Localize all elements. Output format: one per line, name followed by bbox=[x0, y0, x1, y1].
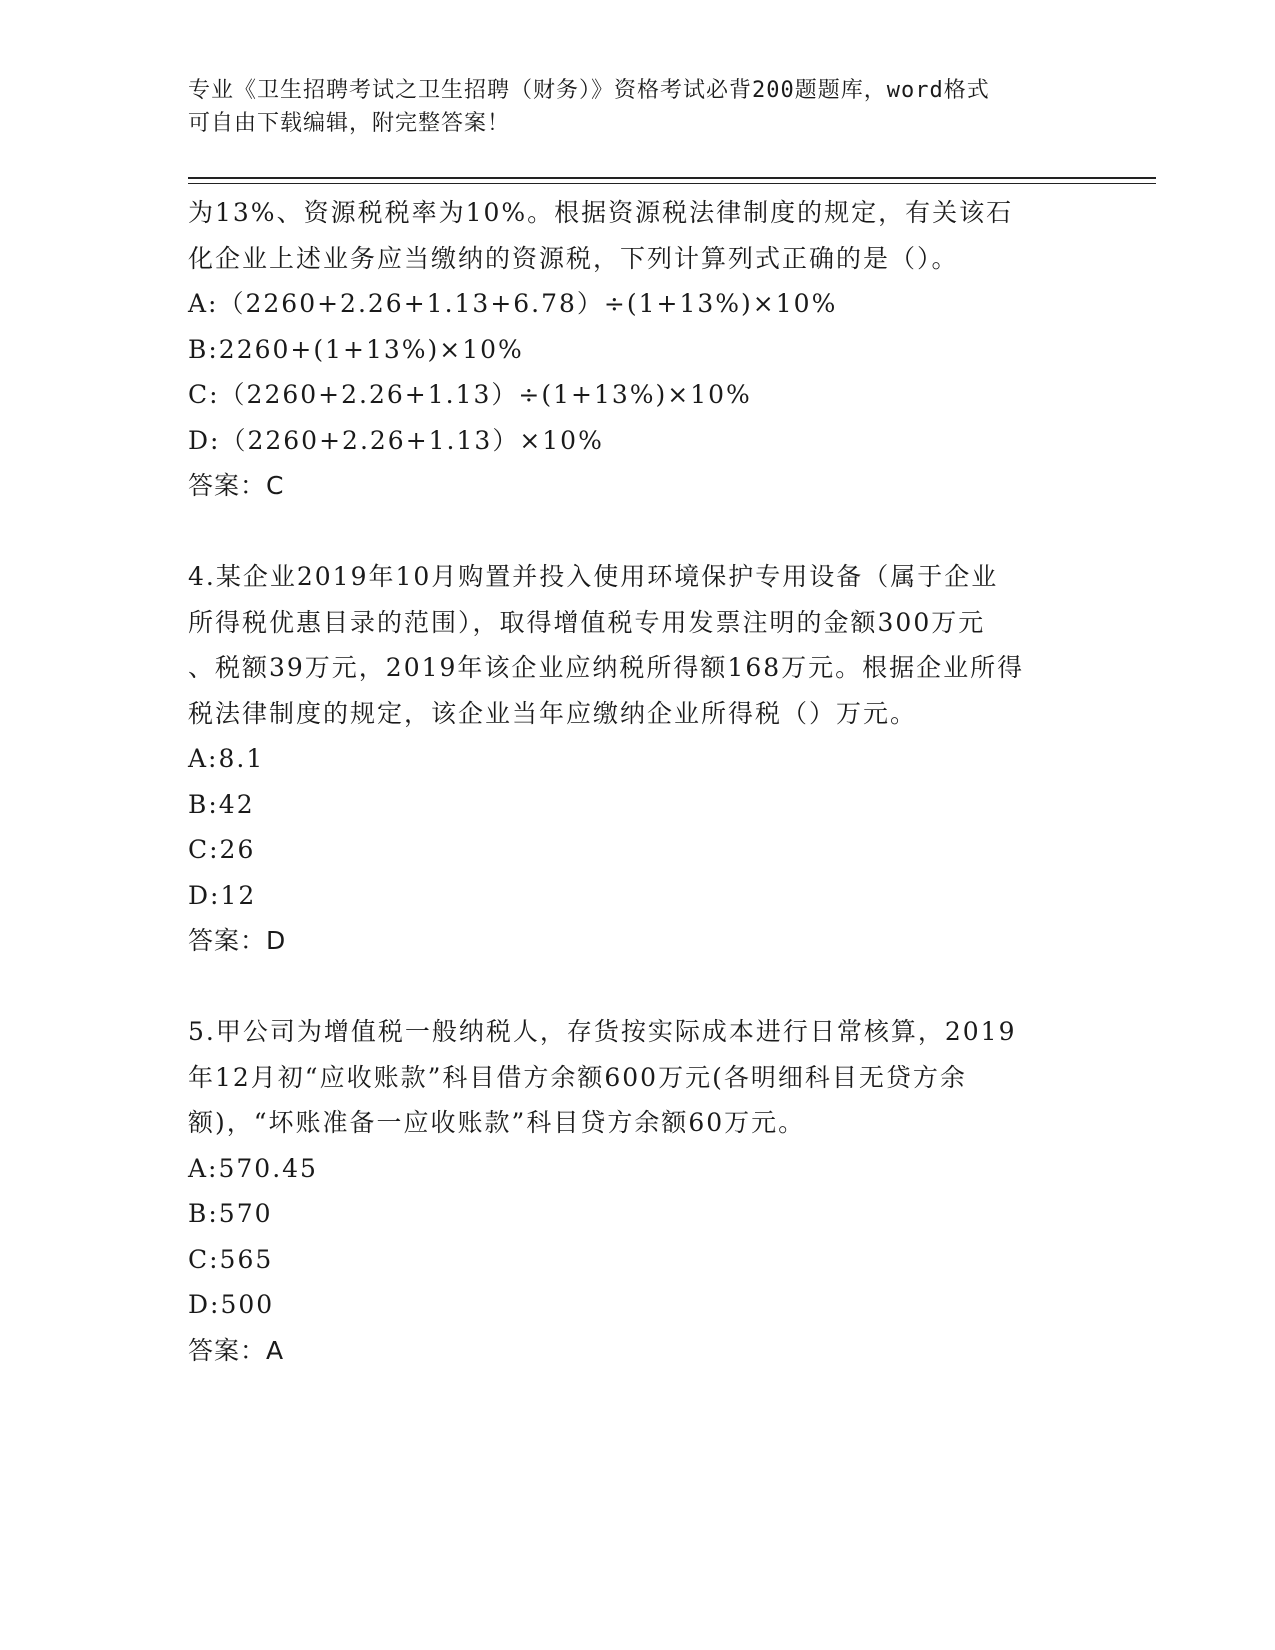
option-d: D:（2260+2.26+1.13）×10% bbox=[188, 425, 604, 455]
question-text-line: 5.甲公司为增值税一般纳税人，存货按实际成本进行日常核算，2019 bbox=[188, 1017, 1017, 1046]
question-text-line: 所得税优惠目录的范围），取得增值税专用发票注明的金额300万元 bbox=[188, 607, 986, 637]
question-5 bbox=[188, 1009, 1088, 1373]
option-a: A:（2260+2.26+1.13+6.78）÷(1+13%)×10% bbox=[188, 289, 838, 318]
header-divider-thin bbox=[188, 183, 1156, 184]
answer-label: 答案：A bbox=[188, 1335, 285, 1365]
option-a: A:8.1 bbox=[188, 744, 265, 773]
option-c: C:（2260+2.26+1.13）÷(1+13%)×10% bbox=[188, 380, 752, 409]
question-text-line: 4.某企业2019年10月购置并投入使用环境保护专用设备（属于企业 bbox=[188, 562, 999, 591]
header-title-line-1: 专业《卫生招聘考试之卫生招聘（财务）》资格考试必背200题题库，word格式 bbox=[188, 78, 990, 103]
spacer bbox=[188, 509, 1088, 555]
option-d: D:12 bbox=[188, 880, 257, 910]
question-text-line: 税法律制度的规定，该企业当年应缴纳企业所得税（）万元。 bbox=[188, 698, 918, 728]
question-list bbox=[188, 190, 1088, 1373]
question-4 bbox=[188, 554, 1088, 964]
header-divider-thick bbox=[188, 177, 1156, 179]
question-text-line: 年12月初“应收账款”科目借方余额600万元(各明细科目无贷方余 bbox=[188, 1062, 967, 1092]
answer-label: 答案：C bbox=[188, 471, 285, 500]
question-3 bbox=[188, 190, 1088, 509]
option-b: B:2260+(1+13%)×10% bbox=[188, 334, 524, 364]
option-c: C:26 bbox=[188, 835, 256, 864]
option-b: B:42 bbox=[188, 789, 255, 819]
header-title-line-2: 可自由下载编辑，附完整答案！ bbox=[188, 111, 511, 136]
option-a: A:570.45 bbox=[188, 1153, 318, 1183]
question-text-line: 化企业上述业务应当缴纳的资源税，下列计算列式正确的是（）。 bbox=[188, 243, 959, 273]
option-d: D:500 bbox=[188, 1290, 275, 1319]
option-c: C:565 bbox=[188, 1244, 274, 1274]
question-text-line: 额)，“坏账准备一应收账款”科目贷方余额60万元。 bbox=[188, 1108, 806, 1137]
spacer bbox=[188, 964, 1088, 1010]
document-header bbox=[188, 74, 1088, 140]
answer-label: 答案：D bbox=[188, 926, 287, 955]
option-b: B:570 bbox=[188, 1199, 273, 1228]
question-text-line: 、税额39万元，2019年该企业应纳税所得额168万元。根据企业所得 bbox=[188, 653, 1025, 682]
question-text-line: 为13%、资源税税率为10%。根据资源税法律制度的规定，有关该石 bbox=[188, 198, 1014, 227]
